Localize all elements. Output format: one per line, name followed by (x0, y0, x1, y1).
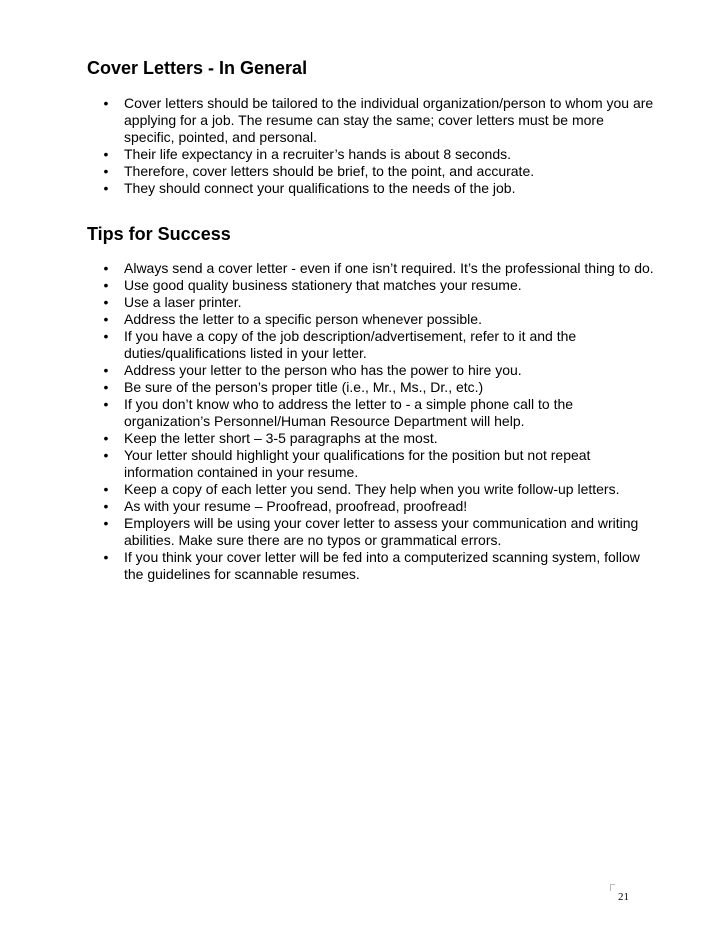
bullet-icon: • (103, 515, 109, 531)
bullet-list-tips (96, 260, 656, 583)
list-item-text: Your letter should highlight your qualifications for the position but not repeat information contained in your resume. (124, 447, 591, 480)
corner-mark-icon (610, 884, 615, 891)
list-item-text: Address your letter to the person who has the power to hire you. (124, 362, 522, 378)
page-number: 21 (618, 891, 629, 903)
list-item-text: Cover letters should be tailored to the individual organization/person to whom you are applying for a job. The resume can stay the same; cover letters must be more specific, pointed, and personal. (124, 95, 654, 145)
list-item (96, 163, 656, 180)
list-item-text: Employers will be using your cover letter to assess your communication and writing abilities. Make sure there are no typos or grammatical errors. (124, 515, 639, 548)
list-item (96, 294, 656, 311)
list-item-text: They should connect your qualifications to the needs of the job. (124, 180, 516, 196)
list-item (96, 447, 656, 481)
list-item-text: Be sure of the person’s proper title (i.e., Mr., Ms., Dr., etc.) (124, 379, 484, 395)
bullet-icon: • (103, 294, 109, 310)
bullet-icon: • (103, 146, 109, 162)
bullet-icon: • (103, 260, 109, 276)
list-item-text: Therefore, cover letters should be brief, to the point, and accurate. (124, 163, 535, 179)
list-item-text: Always send a cover letter - even if one isn’t required. It’s the professional thing to do. (124, 260, 654, 276)
bullet-icon: • (103, 277, 109, 293)
list-item (96, 328, 656, 362)
list-item (96, 180, 656, 197)
bullet-icon: • (103, 95, 109, 111)
list-item (96, 481, 656, 498)
list-item (96, 362, 656, 379)
section-title-cover-letters-general: Cover Letters - In General (87, 58, 308, 78)
bullet-icon: • (103, 328, 109, 344)
list-item-text: Use good quality business stationery that matches your resume. (124, 277, 522, 293)
bullet-icon: • (103, 180, 109, 196)
bullet-icon: • (103, 396, 109, 412)
list-item-text: As with your resume – Proofread, proofread, proofread! (124, 498, 468, 514)
list-item (96, 498, 656, 515)
list-item-text: If you don’t know who to address the letter to - a simple phone call to the organization’s Personnel/Human Resource Department will help. (124, 396, 574, 429)
list-item-text: Keep the letter short – 3-5 paragraphs at the most. (124, 430, 438, 446)
list-item (96, 430, 656, 447)
list-item (96, 95, 656, 146)
bullet-icon: • (103, 430, 109, 446)
list-item-text: Keep a copy of each letter you send. They help when you write follow-up letters. (124, 481, 620, 497)
list-item-text: Address the letter to a specific person whenever possible. (124, 311, 482, 327)
bullet-icon: • (103, 311, 109, 327)
list-item-text: If you think your cover letter will be fed into a computerized scanning system, follow the guidelines for scannable resumes. (124, 549, 640, 582)
list-item (96, 260, 656, 277)
bullet-icon: • (103, 549, 109, 565)
list-item (96, 311, 656, 328)
list-item-text: Use a laser printer. (124, 294, 242, 310)
list-item (96, 396, 656, 430)
bullet-icon: • (103, 498, 109, 514)
list-item (96, 277, 656, 294)
list-item (96, 515, 656, 549)
bullet-list-general (96, 95, 656, 197)
bullet-icon: • (103, 163, 109, 179)
section-title-tips-for-success: Tips for Success (87, 224, 231, 244)
bullet-icon: • (103, 447, 109, 463)
bullet-icon: • (103, 481, 109, 497)
list-item (96, 379, 656, 396)
list-item (96, 146, 656, 163)
bullet-icon: • (103, 362, 109, 378)
bullet-icon: • (103, 379, 109, 395)
list-item-text: Their life expectancy in a recruiter’s hands is about 8 seconds. (124, 146, 512, 162)
list-item-text: If you have a copy of the job description/advertisement, refer to it and the duties/qualifications listed in your letter. (124, 328, 577, 361)
list-item (96, 549, 656, 583)
